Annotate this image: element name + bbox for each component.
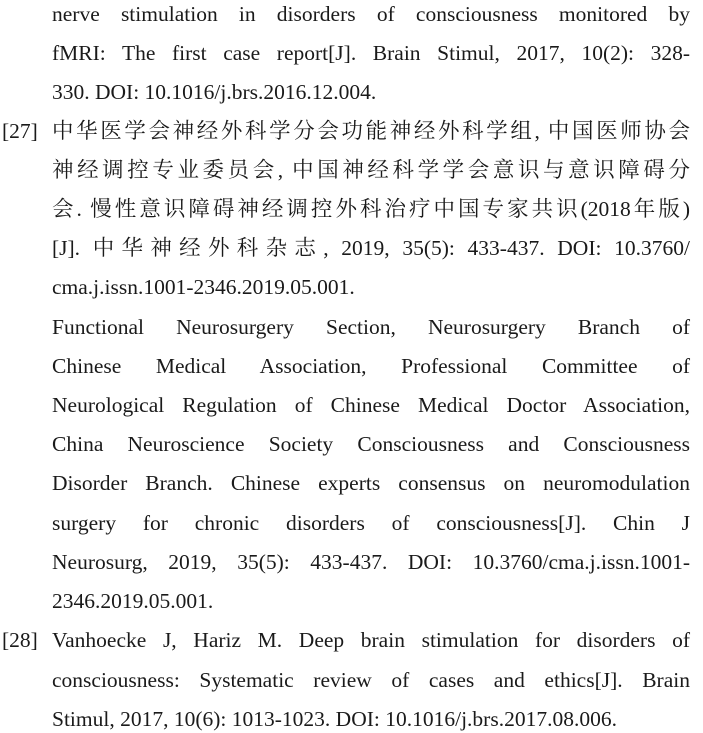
- reference-line: fMRI: The first case report[J]. Brain Stimul, 2017, 10(2): 328-: [52, 41, 690, 65]
- reference-line: 神经调控专业委员会, 中国神经科学学会意识与意识障碍分: [52, 158, 690, 182]
- reference-line: Chinese Medical Association, Professional Committee of: [52, 354, 690, 378]
- reference-line: cma.j.issn.1001-2346.2019.05.001.: [52, 275, 355, 299]
- reference-line: [J]. 中华神经外科杂志, 2019, 35(5): 433-437. DOI: 10.3760/: [52, 236, 690, 260]
- reference-line: 2346.2019.05.001.: [52, 589, 214, 613]
- reference-line: consciousness: Systematic review of cases and ethics[J]. Brain: [52, 668, 690, 692]
- reference-line: Functional Neurosurgery Section, Neurosurgery Branch of: [52, 315, 690, 339]
- reference-number: [28]: [2, 628, 38, 652]
- reference-line: Neurosurg, 2019, 35(5): 433-437. DOI: 10.3760/cma.j.issn.1001-: [52, 550, 690, 574]
- reference-line: nerve stimulation in disorders of consciousness monitored by: [52, 2, 690, 26]
- reference-line: 中华医学会神经外科学分会功能神经外科学组, 中国医师协会: [52, 119, 690, 143]
- reference-line: surgery for chronic disorders of consciousness[J]. Chin J: [52, 511, 690, 535]
- reference-line: 会. 慢性意识障碍神经调控外科治疗中国专家共识(2018年版): [52, 197, 690, 221]
- reference-line: Stimul, 2017, 10(6): 1013-1023. DOI: 10.1016/j.brs.2017.08.006.: [52, 707, 617, 731]
- reference-line: Vanhoecke J, Hariz M. Deep brain stimulation for disorders of: [52, 628, 690, 652]
- reference-number: [27]: [2, 119, 38, 143]
- reference-line: China Neuroscience Society Consciousness and Consciousness: [52, 432, 690, 456]
- reference-line: 330. DOI: 10.1016/j.brs.2016.12.004.: [52, 80, 377, 104]
- reference-line: Neurological Regulation of Chinese Medical Doctor Association,: [52, 393, 690, 417]
- reference-line: Disorder Branch. Chinese experts consensus on neuromodulation: [52, 471, 690, 495]
